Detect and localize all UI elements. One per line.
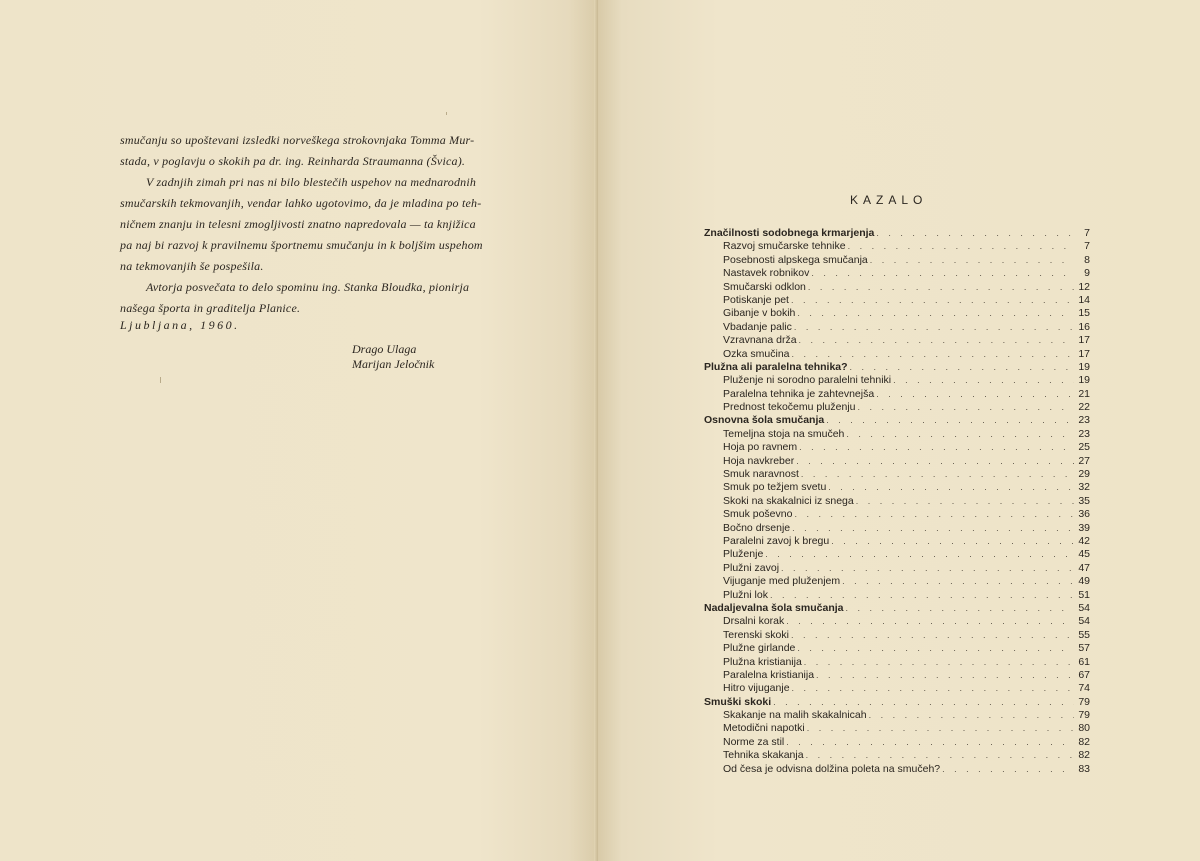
preface-line: smučanju so upoštevani izsledki norveškega strokovnjaka Tomma Mur- [120, 133, 475, 147]
place-date: Ljubljana, 1960. [120, 318, 240, 332]
toc-subsection-entry [704, 629, 1090, 642]
toc-page-number: 61 [1078, 655, 1090, 668]
toc-page-number: 8 [1084, 253, 1090, 266]
toc-page-number: 55 [1078, 628, 1090, 641]
toc-leader-dots [773, 696, 1074, 709]
toc-subsection-entry [704, 575, 1090, 588]
toc-subsection-entry [704, 468, 1090, 481]
toc-entry-label: Paralelna kristianija [723, 668, 815, 681]
toc-page-number: 80 [1078, 722, 1090, 735]
toc-leader-dots [804, 656, 1074, 669]
toc-leader-dots [791, 629, 1074, 642]
toc-page-number: 74 [1078, 682, 1090, 695]
toc-entry-label: Drsalni korak [723, 615, 785, 628]
toc-entry-label: Plužni lok [723, 588, 768, 601]
preface-line: pa naj bi razvoj k pravilnemu športnemu smučanju in k boljšim uspehom [120, 238, 483, 252]
toc-subsection-entry [704, 428, 1090, 441]
toc-leader-dots [791, 294, 1074, 307]
toc-entry-label: Hoja navkreber [723, 454, 795, 467]
toc-entry-label: Smuk poševno [723, 508, 793, 521]
toc-entry-label: Posebnosti alpskega smučanja [723, 253, 868, 266]
toc-leader-dots [842, 575, 1074, 588]
toc-leader-dots [770, 589, 1074, 602]
toc-entry-label: Plužni zavoj [723, 561, 780, 574]
toc-page-number: 83 [1078, 762, 1090, 775]
toc-entry-label: Razvoj smučarske tehnike [723, 240, 846, 253]
toc-entry-label: Nastavek robnikov [723, 267, 810, 280]
toc-leader-dots [792, 682, 1074, 695]
toc-page-number: 36 [1078, 508, 1090, 521]
toc-subsection-entry [704, 763, 1090, 776]
toc-leader-dots [869, 709, 1074, 722]
toc-leader-dots [792, 522, 1074, 535]
toc-entry-label: Bočno drsenje [723, 521, 791, 534]
toc-entry-label: Norme za stil [723, 735, 785, 748]
toc-page-number: 14 [1078, 293, 1090, 306]
toc-entry-label: Plužne girlande [723, 642, 796, 655]
toc-leader-dots [876, 227, 1074, 240]
toc-leader-dots [828, 481, 1074, 494]
toc-page-number: 35 [1078, 494, 1090, 507]
toc-page-number: 47 [1078, 561, 1090, 574]
toc-leader-dots [797, 642, 1074, 655]
toc-leader-dots [831, 535, 1074, 548]
toc-section-entry [704, 361, 1090, 374]
toc-subsection-entry [704, 321, 1090, 334]
toc-subsection-entry [704, 495, 1090, 508]
preface-text [120, 130, 540, 319]
toc-leader-dots [848, 240, 1074, 253]
toc-page-number: 7 [1084, 227, 1090, 239]
toc-entry-label: Pluženje ni sorodno paralelni tehniki [723, 374, 892, 387]
toc-leader-dots [801, 468, 1074, 481]
toc-leader-dots [799, 334, 1074, 347]
toc-subsection-entry [704, 709, 1090, 722]
preface-line: smučarskih tekmovanjih, vendar lahko ugotovimo, da je mladina po teh- [120, 196, 482, 210]
toc-page-number: 23 [1078, 427, 1090, 440]
toc-page-number: 19 [1078, 374, 1090, 387]
toc-subsection-entry [704, 441, 1090, 454]
toc-subsection-entry [704, 307, 1090, 320]
toc-leader-dots [796, 455, 1074, 468]
toc-page-number: 22 [1078, 401, 1090, 414]
toc-leader-dots [858, 401, 1075, 414]
toc-entry-label: Značilnosti sodobnega krmarjenja [704, 227, 875, 239]
toc-subsection-entry [704, 642, 1090, 655]
toc-entry-label: Plužna ali paralelna tehnika? [704, 360, 848, 373]
left-page [0, 0, 598, 861]
toc-subsection-entry [704, 682, 1090, 695]
toc-subsection-entry [704, 669, 1090, 682]
toc-entry-label: Osnovna šola smučanja [704, 414, 825, 427]
toc-leader-dots [786, 736, 1074, 749]
toc-entry-label: Vijuganje med pluženjem [723, 575, 841, 588]
toc-page-number: 82 [1078, 749, 1090, 762]
toc-page-number: 79 [1078, 695, 1090, 708]
toc-section-entry [704, 414, 1090, 427]
toc-page-number: 23 [1078, 414, 1090, 427]
toc-leader-dots [893, 374, 1074, 387]
toc-entry-label: Metodični napotki [723, 722, 805, 735]
toc-entry-label: Pluženje [723, 548, 764, 561]
toc-entry-label: Od česa je odvisna dolžina poleta na smučeh? [723, 762, 941, 775]
toc-subsection-entry [704, 736, 1090, 749]
toc-page-number: 67 [1078, 668, 1090, 681]
toc-subsection-entry [704, 348, 1090, 361]
toc-leader-dots [850, 361, 1074, 374]
toc-subsection-entry [704, 522, 1090, 535]
toc-subsection-entry [704, 334, 1090, 347]
toc-entry-label: Gibanje v bokih [723, 307, 796, 320]
toc-entry-label: Smuk po težjem svetu [723, 481, 827, 494]
toc-leader-dots [807, 722, 1074, 735]
toc-leader-dots [786, 615, 1074, 628]
toc-page-number: 54 [1078, 615, 1090, 628]
toc-entry-label: Vbadanje palic [723, 320, 792, 333]
toc-subsection-entry [704, 548, 1090, 561]
preface-line: stada, v poglavju o skokih pa dr. ing. Reinharda Straumanna (Švica). [120, 154, 466, 168]
toc-subsection-entry [704, 455, 1090, 468]
paper-speck [160, 377, 161, 383]
toc-leader-dots [794, 321, 1074, 334]
toc-entry-label: Paralelni zavoj k bregu [723, 534, 830, 547]
toc-entry-label: Smučarski odklon [723, 280, 806, 293]
toc-page-number: 39 [1078, 521, 1090, 534]
toc-page-number: 42 [1078, 534, 1090, 547]
toc-leader-dots [781, 562, 1074, 575]
toc-leader-dots [797, 307, 1074, 320]
toc-leader-dots [876, 388, 1074, 401]
authors [352, 342, 434, 372]
toc-page-number: 79 [1078, 709, 1090, 722]
toc-entry-label: Paralelna tehnika je zahtevnejša [723, 387, 875, 400]
preface-line: Avtorja posvečata to delo spominu ing. Stanka Bloudka, pionirja [146, 280, 470, 294]
toc-subsection-entry [704, 535, 1090, 548]
toc-page-number: 25 [1078, 441, 1090, 454]
toc-leader-dots [765, 548, 1074, 561]
preface-line: našega športa in graditelja Planice. [120, 301, 301, 315]
toc-entry-label: Prednost tekočemu pluženju [723, 401, 856, 414]
toc-entry-label: Vzravnana drža [723, 334, 797, 347]
toc-leader-dots [942, 763, 1074, 776]
preface-line: na tekmovanjih še pospešila. [120, 259, 264, 273]
toc-leader-dots [856, 495, 1074, 508]
toc-entry-label: Smuški skoki [704, 695, 772, 708]
preface-line: ničnem znanju in telesni zmogljivosti znatno napredovala — ta knjižica [120, 217, 476, 231]
toc-subsection-entry [704, 240, 1090, 253]
toc-entry-label: Tehnika skakanja [723, 749, 804, 762]
toc-leader-dots [806, 749, 1074, 762]
toc-leader-dots [799, 441, 1074, 454]
toc-entry-label: Skoki na skakalnici iz snega [723, 494, 854, 507]
toc-entry-label: Potiskanje pet [723, 293, 789, 306]
toc-page-number: 82 [1078, 735, 1090, 748]
toc-entry-label: Terenski skoki [723, 628, 789, 641]
toc-subsection-entry [704, 656, 1090, 669]
toc-subsection-entry [704, 374, 1090, 387]
paper-speck [446, 112, 447, 115]
toc-entry-label: Ozka smučina [723, 347, 790, 360]
toc-page-number: 54 [1078, 601, 1090, 614]
toc-page-number: 17 [1078, 334, 1090, 347]
toc-section-entry [704, 227, 1090, 240]
toc-page-number: 9 [1084, 267, 1090, 280]
toc-page-number: 21 [1078, 387, 1090, 400]
toc-section-entry [704, 696, 1090, 709]
toc-page-number: 29 [1078, 468, 1090, 481]
toc-subsection-entry [704, 562, 1090, 575]
toc-page-number: 51 [1078, 588, 1090, 601]
toc-page-number: 16 [1078, 320, 1090, 333]
toc-page-number: 49 [1078, 575, 1090, 588]
toc-leader-dots [846, 428, 1074, 441]
table-of-contents [704, 227, 1090, 776]
toc-subsection-entry [704, 481, 1090, 494]
toc-page-number: 12 [1078, 280, 1090, 293]
toc-leader-dots [792, 348, 1074, 361]
toc-page-number: 45 [1078, 548, 1090, 561]
toc-entry-label: Plužna kristianija [723, 655, 802, 668]
toc-page-number: 19 [1078, 360, 1090, 373]
toc-page-number: 17 [1078, 347, 1090, 360]
toc-subsection-entry [704, 267, 1090, 280]
toc-leader-dots [811, 267, 1074, 280]
author-name: Marijan Jeločnik [352, 357, 435, 371]
toc-entry-label: Hoja po ravnem [723, 441, 798, 454]
toc-subsection-entry [704, 615, 1090, 628]
toc-subsection-entry [704, 749, 1090, 762]
toc-leader-dots [794, 508, 1074, 521]
toc-entry-label: Hitro vijuganje [723, 682, 790, 695]
author-name: Drago Ulaga [352, 342, 417, 356]
toc-entry-label: Nadaljevalna šola smučanja [704, 601, 844, 614]
toc-page-number: 57 [1078, 642, 1090, 655]
preface-line: V zadnjih zimah pri nas ni bilo blestečih uspehov na mednarodnih [146, 175, 477, 189]
toc-entry-label: Smuk naravnost [723, 468, 799, 481]
toc-subsection-entry [704, 401, 1090, 414]
toc-page-number: 27 [1078, 454, 1090, 467]
toc-leader-dots [826, 414, 1074, 427]
toc-subsection-entry [704, 722, 1090, 735]
toc-title: KAZALO [850, 193, 928, 207]
toc-page-number: 7 [1084, 240, 1090, 253]
toc-section-entry [704, 602, 1090, 615]
toc-subsection-entry [704, 508, 1090, 521]
toc-entry-label: Skakanje na malih skakalnicah [723, 709, 867, 722]
toc-subsection-entry [704, 388, 1090, 401]
toc-leader-dots [816, 669, 1074, 682]
toc-leader-dots [808, 281, 1074, 294]
toc-leader-dots [870, 254, 1074, 267]
toc-page-number: 15 [1078, 307, 1090, 320]
toc-subsection-entry [704, 281, 1090, 294]
toc-subsection-entry [704, 294, 1090, 307]
toc-page-number: 32 [1078, 481, 1090, 494]
toc-entry-label: Temeljna stoja na smučeh [723, 427, 845, 440]
toc-leader-dots [845, 602, 1074, 615]
toc-subsection-entry [704, 589, 1090, 602]
toc-subsection-entry [704, 254, 1090, 267]
